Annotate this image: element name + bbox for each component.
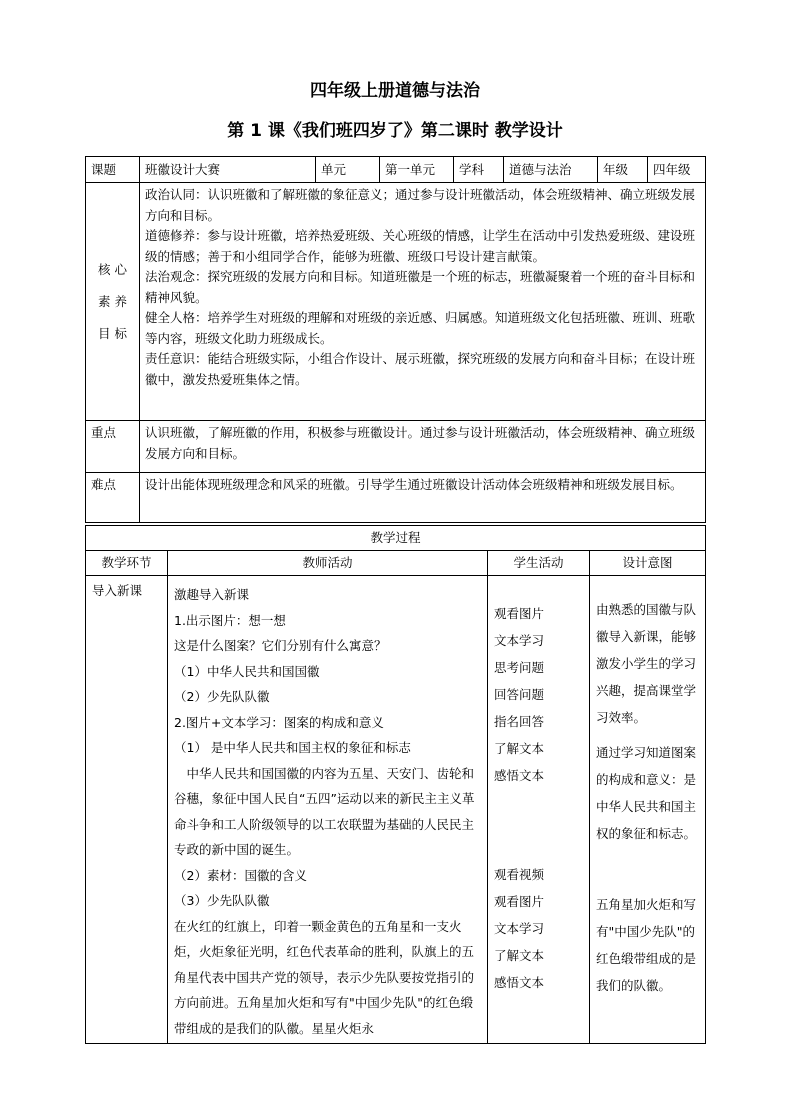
difficulty-text: 设计出能体现班级理念和风采的班徽。引导学生通过班徽设计活动体会班级精神和班级发展目标。 — [140, 473, 706, 523]
process-title-row — [86, 526, 706, 551]
process-row — [86, 576, 706, 1044]
topic-value: 班徽设计大赛 — [140, 157, 316, 183]
student-line: 观看图片 — [494, 894, 545, 909]
core-row — [86, 183, 706, 421]
difficulty-label: 难点 — [86, 473, 140, 523]
intent-text: 由熟悉的国徽与队徽导入新课，能够激发小学生的学习兴趣，提高课堂学习效率。 — [596, 602, 697, 725]
info-row — [86, 157, 706, 183]
header-stage: 教学环节 — [86, 551, 168, 576]
teacher-line: （3）少先队队徽 — [174, 893, 270, 908]
difficulty-row — [86, 473, 706, 523]
teacher-line: 2.图片+文本学习：图案的构成和意义 — [174, 714, 384, 730]
design-intent — [590, 576, 706, 1044]
teacher-line: 1.出示图片：想一想 — [174, 612, 286, 628]
intent-text: 五角星加火炬和写有"中国少先队"的红色缎带组成的是我们的队徽。 — [596, 897, 697, 993]
teacher-line: （2）素材：国徽的含义 — [174, 867, 307, 883]
header-student: 学生活动 — [488, 551, 590, 576]
student-activity — [488, 576, 590, 1044]
teacher-line: （1） 是中华人民共和国主权的象征和标志 — [174, 740, 411, 755]
topic-label: 课题 — [86, 157, 140, 183]
core-label-line: 目 标 — [98, 325, 127, 341]
core-line: 政治认同：认识班徽和了解班徽的象征意义；通过参与设计班徽活动，体会班级精神、确立班级发展方向和目标。 — [145, 187, 696, 223]
intent-text: 通过学习知道图案的构成和意义：是中华人民共和国主权的象征和标志。 — [596, 745, 697, 841]
teacher-line: 在火红的红旗上，印着一颗金黄色的五角星和一支火炬，火炬象征光明，红色代表革命的胜利，队旗上的五角星代表中国共产党的领导，表示少先队要按党指引的方向前进。五角星加火炬和写有"中国少先队"的红色缎带组成的是我们的队徽。星星火炬永 — [174, 918, 475, 1036]
header-teacher: 教师活动 — [168, 551, 488, 576]
student-line: 回答问题 — [494, 687, 545, 702]
core-content — [140, 183, 706, 421]
teacher-activity — [168, 576, 488, 1044]
core-label-line: 素 养 — [98, 293, 127, 309]
grade-label: 年级 — [598, 157, 648, 183]
student-line: 指名回答 — [494, 714, 545, 729]
teacher-line: 激趣导入新课 — [174, 587, 250, 602]
student-line: 文本学习 — [494, 921, 545, 936]
document-subtitle: 第 1 课《我们班四岁了》第二课时 教学设计 — [227, 121, 563, 141]
subject-value: 道德与法治 — [504, 157, 598, 183]
student-line: 文本学习 — [494, 633, 545, 648]
grade-value: 四年级 — [648, 157, 706, 183]
header-intent: 设计意图 — [590, 551, 706, 576]
teacher-line: （1）中华人民共和国国徽 — [174, 663, 320, 679]
stage-cell: 导入新课 — [86, 576, 168, 1044]
unit-value: 第一单元 — [380, 157, 454, 183]
student-line: 了解文本 — [494, 741, 545, 756]
unit-label: 单元 — [316, 157, 380, 183]
student-line: 思考问题 — [494, 660, 545, 675]
key-label: 重点 — [86, 421, 140, 473]
core-label-line: 核 心 — [98, 261, 127, 277]
student-line: 了解文本 — [494, 948, 545, 963]
process-header-row — [86, 551, 706, 576]
teacher-line: 这是什么图案？它们分别有什么寓意？ — [174, 638, 387, 653]
process-title: 教学过程 — [86, 526, 706, 551]
core-line: 责任意识：能结合班级实际，小组合作设计、展示班徽，探究班级的发展方向和奋斗目标；在设计班徽中，激发热爱班集体之情。 — [145, 351, 696, 387]
subject-label: 学科 — [454, 157, 504, 183]
core-label — [86, 183, 140, 421]
document-title: 四年级上册道德与法治 — [310, 81, 480, 101]
process-table — [85, 525, 706, 1044]
info-table — [85, 156, 706, 523]
core-line: 法治观念：探究班级的发展方向和目标。知道班徽是一个班的标志，班徽凝聚着一个班的奋斗目标和精神风貌。 — [145, 269, 696, 305]
teacher-line: （2）少先队队徽 — [174, 689, 270, 704]
key-text: 认识班徽，了解班徽的作用，积极参与班徽设计。通过参与设计班徽活动，体会班级精神、确立班级发展方向和目标。 — [140, 421, 706, 473]
key-row — [86, 421, 706, 473]
core-line: 健全人格：培养学生对班级的理解和对班级的亲近感、归属感。知道班级文化包括班徽、班训、班歌等内容，班级文化助力班级成长。 — [145, 310, 696, 346]
student-line: 观看图片 — [494, 606, 545, 621]
student-line: 感悟文本 — [494, 975, 545, 990]
student-line: 感悟文本 — [494, 768, 545, 783]
teacher-line: 中华人民共和国国徽的内容为五星、天安门、齿轮和谷穗，象征中国人民自“五四”运动以来的新民主主义革命斗争和工人阶级领导的以工农联盟为基础的人民民主专政的新中国的诞生。 — [174, 765, 475, 857]
core-line: 道德修养：参与设计班徽，培养热爱班级、关心班级的情感，让学生在活动中引发热爱班级、建设班级的情感；善于和小组同学合作，能够为班徽、班级口号设计建言献策。 — [145, 228, 696, 264]
student-line: 观看视频 — [494, 867, 545, 882]
